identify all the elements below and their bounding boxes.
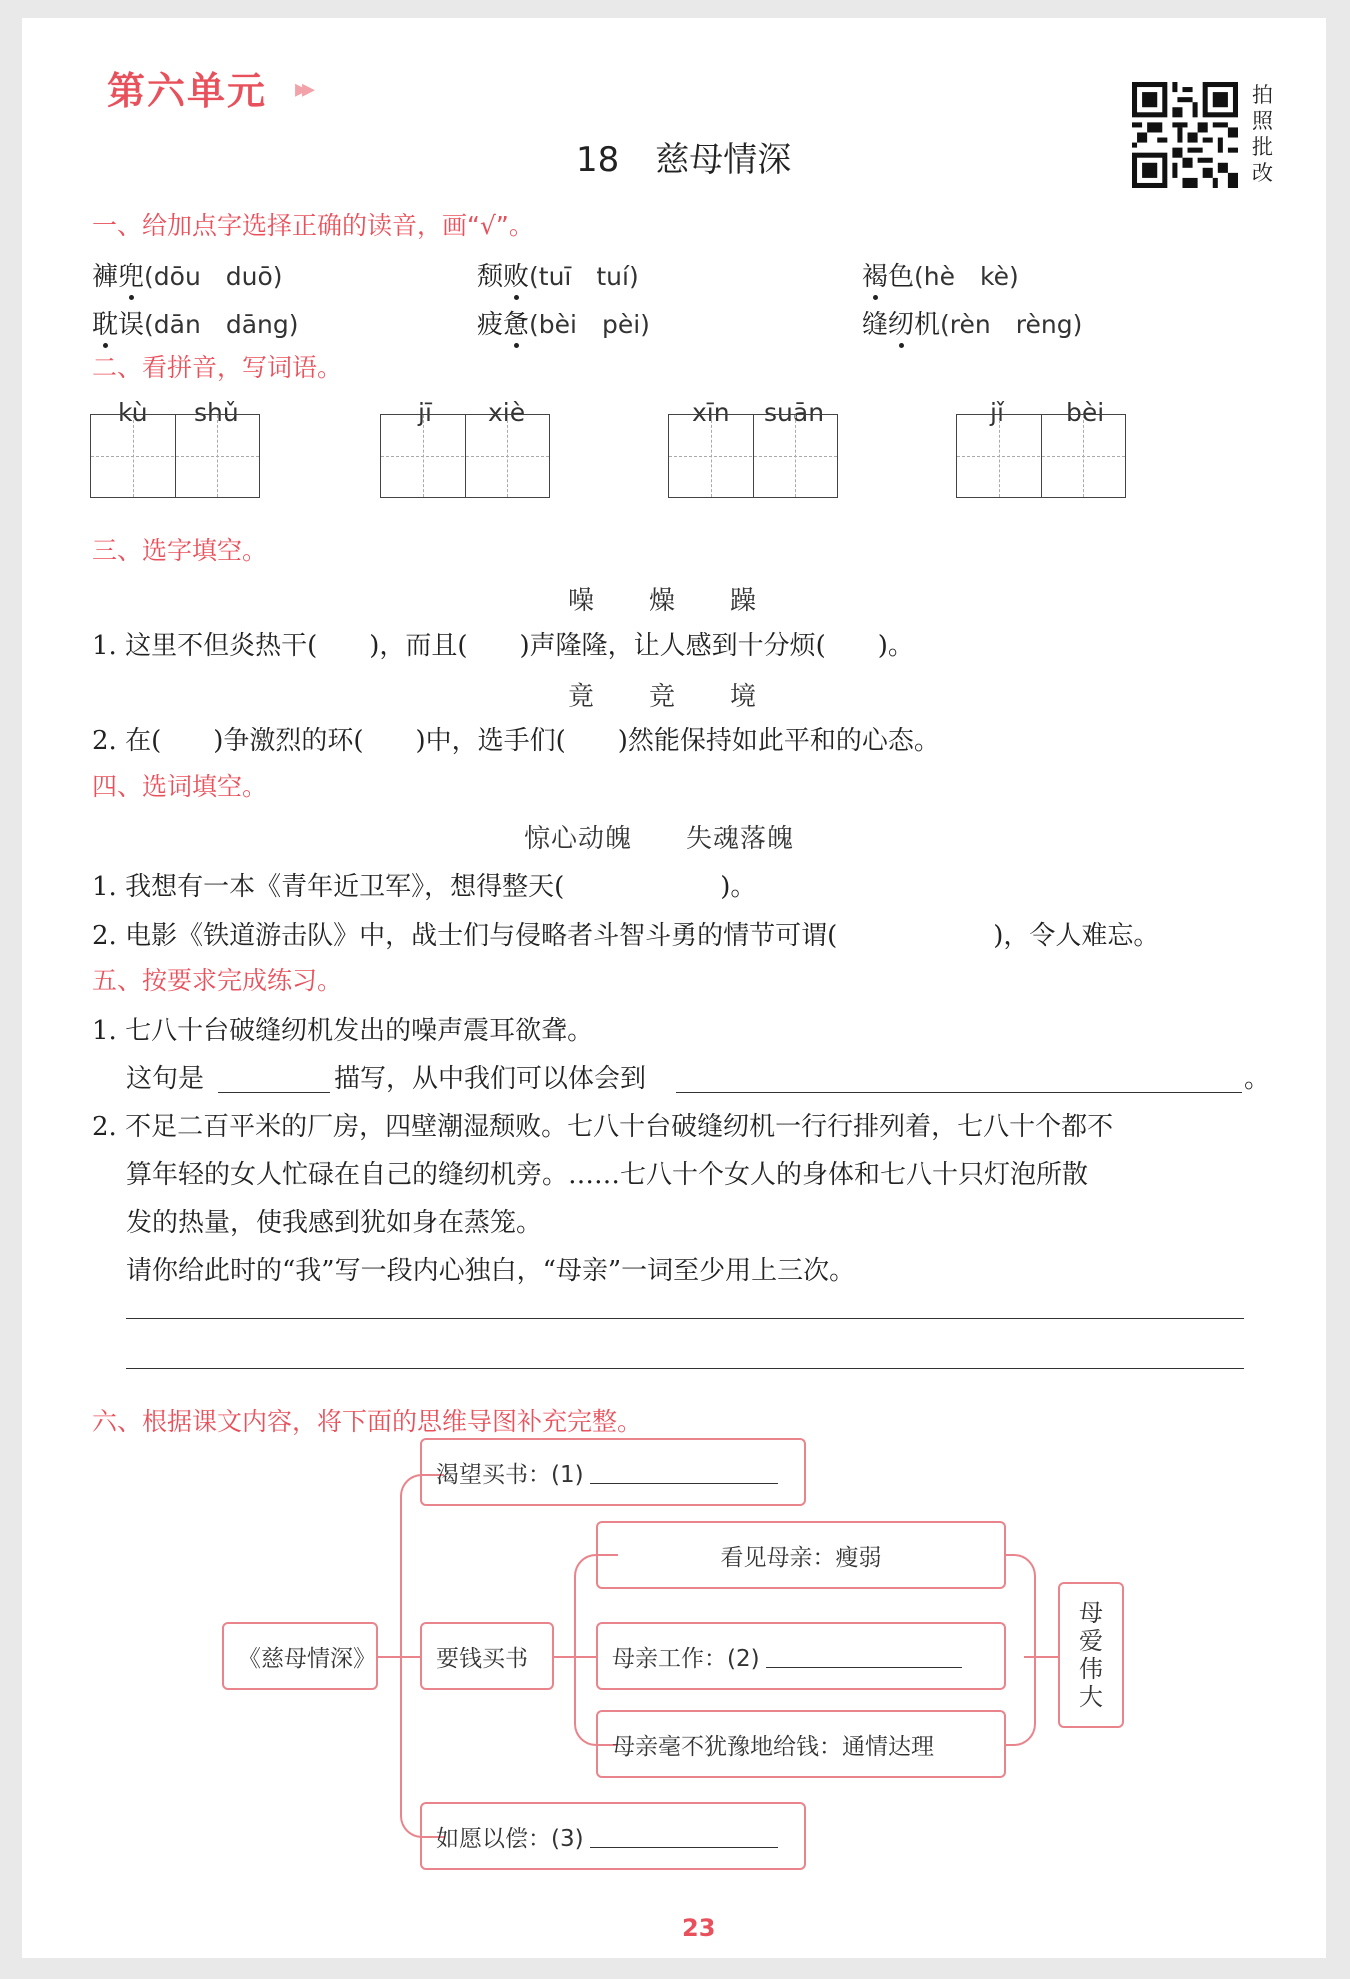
pinyin-label: jī xyxy=(418,398,432,427)
pinyin-choice-item[interactable]: 耽误(dān dāng) xyxy=(92,310,299,340)
section-3-title: 三、选字填空。 xyxy=(92,536,268,565)
mindmap-child-1: 看见母亲：瘦弱 xyxy=(596,1521,1006,1589)
question-5-1-prompt-2: 描写，从中我们可以体会到 xyxy=(334,1064,647,1094)
answer-line[interactable] xyxy=(126,1368,1244,1369)
answer-blank[interactable] xyxy=(676,1092,1242,1093)
writing-grid[interactable] xyxy=(668,414,838,498)
pinyin-choice-item[interactable]: 颓败(tuī tuí) xyxy=(477,262,639,292)
worksheet-page xyxy=(22,18,1326,1958)
section-1-title: 一、给加点字选择正确的读音，画“√”。 xyxy=(92,211,534,240)
question-5-2-prompt: 请你给此时的“我”写一段内心独白，“母亲”一词至少用上三次。 xyxy=(126,1256,856,1286)
mindmap-child-2[interactable]: 母亲工作：(2) xyxy=(596,1622,1006,1690)
pinyin-label: suān xyxy=(764,398,825,427)
section-6-title: 六、根据课文内容，将下面的思维导图补充完整。 xyxy=(92,1407,643,1436)
question-3-2[interactable]: 2. 在( )争激烈的环( )中，选手们( )然能保持如此平和的心态。 xyxy=(92,726,940,756)
mindmap-result: 母爱伟大 xyxy=(1058,1582,1124,1728)
lesson-number: 18 xyxy=(576,140,620,180)
pinyin-choice-item[interactable]: 褲兜(dōu duō) xyxy=(92,262,283,292)
section-5-title: 五、按要求完成练习。 xyxy=(92,966,343,995)
mindmap-child-3: 母亲毫不犹豫地给钱：通情达理 xyxy=(596,1710,1006,1778)
question-4-2[interactable]: 2. 电影《铁道游击队》中，战士们与侵略者斗智斗勇的情节可谓( )，令人难忘。 xyxy=(92,921,1160,951)
pinyin-label: jǐ xyxy=(990,398,1004,427)
section-2-title: 二、看拼音，写词语。 xyxy=(92,353,343,382)
pinyin-label: shǔ xyxy=(194,398,239,427)
word-choices: 惊心动魄 失魂落魄 xyxy=(524,824,795,854)
pinyin-choice-item[interactable]: 褐色(hè kè) xyxy=(862,262,1019,292)
question-5-1-end: 。 xyxy=(1244,1064,1271,1094)
qr-caption: 拍照批改 xyxy=(1252,83,1273,185)
writing-grid[interactable] xyxy=(380,414,550,498)
mindmap-branch-2: 要钱买书 xyxy=(420,1622,554,1690)
pinyin-label: bèi xyxy=(1066,398,1105,427)
writing-grid[interactable] xyxy=(90,414,260,498)
unit-title: 第六单元 xyxy=(107,69,268,113)
question-3-1[interactable]: 1. 这里不但炎热干( )，而且( )声隆隆，让人感到十分烦( )。 xyxy=(92,631,914,661)
connector xyxy=(1004,1554,1036,1746)
char-choices: 噪 燥 躁 xyxy=(568,586,758,616)
section-4-title: 四、选词填空。 xyxy=(92,772,268,801)
qr-code-icon[interactable] xyxy=(1132,82,1238,188)
lesson-name: 慈母情深 xyxy=(655,140,792,180)
char-choices: 竟 竞 境 xyxy=(568,682,758,712)
answer-line[interactable] xyxy=(126,1318,1244,1319)
pinyin-choice-item[interactable]: 缝纫机(rèn rèng) xyxy=(862,310,1083,340)
unit-arrows-icon: ▸▸ xyxy=(295,74,310,104)
mindmap-root: 《慈母情深》 xyxy=(222,1622,378,1690)
lesson-title xyxy=(576,132,791,181)
mindmap-branch-1[interactable]: 渴望买书：(1) xyxy=(420,1438,806,1506)
pinyin-label: kù xyxy=(118,398,148,427)
pinyin-choice-item[interactable]: 疲惫(bèi pèi) xyxy=(477,310,650,340)
pinyin-label: xīn xyxy=(692,398,730,427)
passage-line: 算年轻的女人忙碌在自己的缝纫机旁。……七八十个女人的身体和七八十只灯泡所散 xyxy=(126,1160,1089,1190)
writing-grid[interactable] xyxy=(956,414,1126,498)
mindmap-branch-3[interactable]: 如愿以偿：(3) xyxy=(420,1802,806,1870)
question-5-1-prompt: 这句是 xyxy=(126,1064,205,1094)
connector xyxy=(1024,1656,1058,1658)
page-number: 23 xyxy=(682,1914,716,1942)
pinyin-label: xiè xyxy=(488,398,526,427)
passage-line: 发的热量，使我感到犹如身在蒸笼。 xyxy=(126,1208,543,1238)
question-5-1: 1. 七八十台破缝纫机发出的噪声震耳欲聋。 xyxy=(92,1016,594,1046)
answer-blank[interactable] xyxy=(218,1092,330,1093)
passage-line: 2. 不足二百平米的厂房，四壁潮湿颓败。七八十台破缝纫机一行行排列着，七八十个都不 xyxy=(92,1112,1114,1142)
question-4-1[interactable]: 1. 我想有一本《青年近卫军》，想得整天( )。 xyxy=(92,872,757,902)
